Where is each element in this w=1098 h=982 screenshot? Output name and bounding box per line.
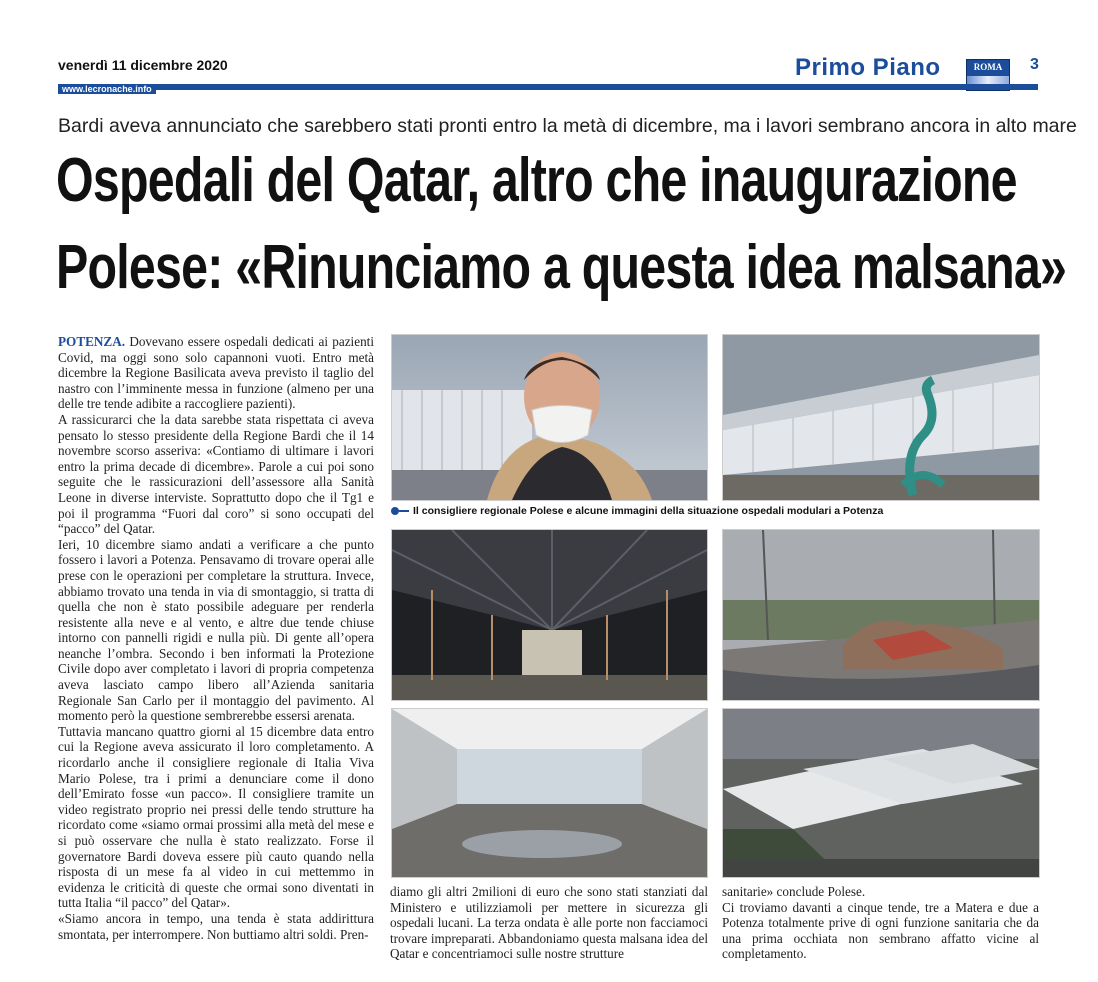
kicker: Bardi aveva annunciato che sarebbero stati pronti entro la metà di dicembre, ma i lavori sembrano ancora in alto mare (58, 115, 1077, 137)
section-title: Primo Piano (795, 54, 941, 81)
paragraph-1 (58, 334, 374, 412)
page-number: 3 (1030, 56, 1039, 73)
caption-dash-icon (399, 510, 409, 512)
photo-polese-portrait (391, 334, 708, 501)
column-3-paragraph-1: sanitarie» conclude Polese. (722, 884, 866, 899)
website-url[interactable]: www.lecronache.info (58, 84, 156, 94)
headline-line-2: Polese: «Rinunciamo a questa idea malsana» (56, 233, 1067, 302)
photo-caption (391, 505, 883, 517)
paragraph-3: Ieri, 10 dicembre siamo andati a verificare a che punto fossero i lavori a Potenza. Pensavamo di trovare operai alle prese con le operazioni per completare la struttura. Invece, abbiamo trovato una tenda in via di smontaggio, si tratta di quella che non è stato possibile adeguare per renderla resistente alla neve e al vento, e altre due tende chiuse intorno con pannelli rigidi e nulla più. Di gente all’opera neanche l’ombra. Secondo i ben informati la Protezione Civile dopo aver completato i lavori di propria competenza aveva lasciato campo libero all’Azienda sanitaria Regionale San Carlo per il montaggio del pavimento. Al momento però la questione sembrerebbe essersi arenata. (58, 536, 374, 724)
paragraph-5: «Siamo ancora in tempo, una tenda è stata addirittura smontata, per interrompere. Non buttiamo altri soldi. Pren- (58, 910, 374, 942)
dateline: POTENZA. (58, 334, 126, 349)
caption-bullet-icon (391, 507, 399, 515)
caption-text: Il consigliere regionale Polese e alcune immagini della situazione ospedali modulari a Potenza (413, 505, 884, 517)
photo-aerial-tents (722, 708, 1040, 878)
photo-tent-exterior (722, 334, 1040, 501)
photo-tent-interior-floor (391, 708, 708, 878)
photo-dismantled-tent (722, 529, 1040, 701)
issue-date: venerdì 11 dicembre 2020 (58, 57, 228, 73)
header-rule (58, 84, 1038, 90)
article-column-3 (722, 884, 1039, 962)
article-column-1 (58, 334, 374, 942)
column-3-paragraph-2: Ci troviamo davanti a cinque tende, tre a Matera e due a Potenza totalmente prive di ogni funzione sanitaria che da una prima occhiata non sembrano affatto vicine al completamento. (722, 899, 1039, 962)
paragraph-4: Tuttavia mancano quattro giorni al 15 dicembre data entro cui la Regione aveva assicurato il loro completamento. A ricordarlo anche il consigliere regionale di Italia Viva Mario Polese, tra i primi a denunciare come il dono dell’Emirato fosse «un pacco». Il consigliere tramite un video registrato proprio nei pressi delle tendo strutture ha ricordato come «siamo ormai prossimi alla metà del mese e si può osservare che nulla è stato realizzato. Forse il governatore Bardi doveva essere più cauto quando nella risposta di un mese fa al video in cui mettemmo in evidenza le criticità di queste che ormai sono diventati in tutta Italia “il pacco” del Qatar». (58, 723, 374, 911)
photo-tent-interior-dark (391, 529, 708, 701)
paragraph-1-text: Dovevano essere ospedali dedicati ai pazienti Covid, ma oggi sono solo capannoni vuoti. Entro metà dicembre la Regione Basilicata aveva previsto il taglio del nastro con l’imminente messa in funzione (almeno per una delle tre tende adibite a raccogliere pazienti). (58, 334, 374, 412)
logo-text: ROMA (973, 62, 1003, 72)
article-column-2 (390, 884, 708, 962)
paragraph-2: A rassicurarci che la data sarebbe stata rispettata ci aveva pensato lo stesso presidente della Regione Bardi che il 14 novembre scorso asseriva: «Contiamo di ultimare i lavori entro la prima decade di dicembre». Parole a cui poi sono seguite che le rassicurazioni dell’assessore alla Sanità Leone in diverse interviste. Soprattutto dopo che il Tg1 e poi il programma “Fuori dal coro” si sono occupati del “pacco” del Qatar. (58, 411, 374, 537)
column-2-text: diamo gli altri 2milioni di euro che sono stati stanziati dal Ministero e utilizziamoli per mettere in sicurezza gli ospedali lucani. La terza ondata è alle porte non facciamoci trovare impreparati. Abbandoniamo questa malsana idea del Qatar e concentriamoci sulle nostre strutture (390, 884, 708, 962)
headline-line-1: Ospedali del Qatar, altro che inaugurazione (56, 146, 1017, 215)
